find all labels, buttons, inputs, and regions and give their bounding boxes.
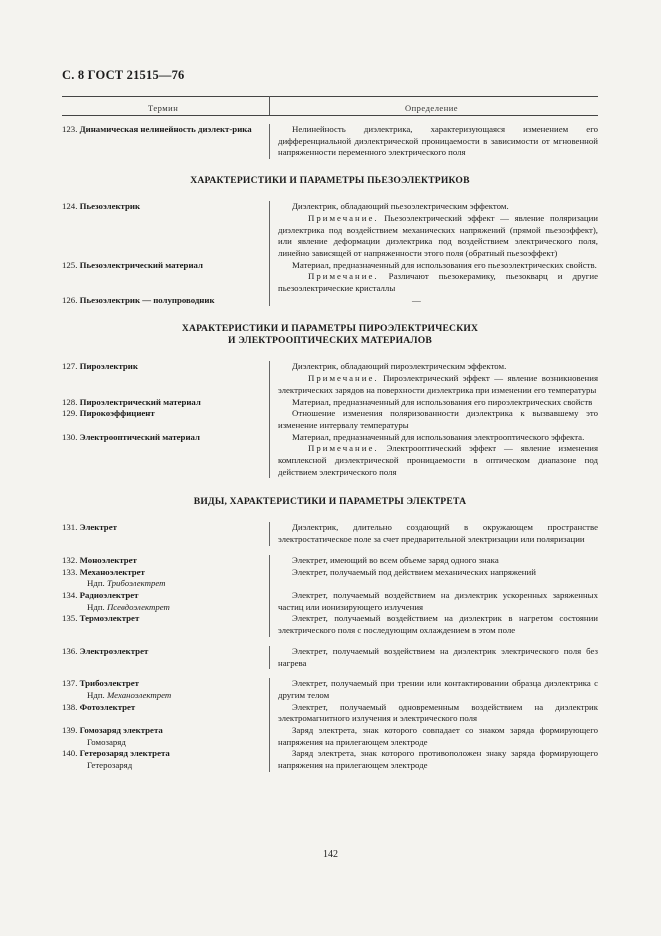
definition-text: Электрет, получаемый под действием механических напряжений — [292, 566, 536, 577]
term-synonym — [62, 578, 269, 590]
term-name: Электрет — [79, 522, 117, 533]
definition-text: — — [412, 294, 421, 305]
term-name: Радиоэлектрет — [79, 589, 139, 600]
term-cell — [62, 408, 269, 431]
term-cell — [62, 260, 269, 295]
definition-cell — [269, 725, 598, 748]
glossary-entry — [62, 432, 598, 479]
term-name: Пьезоэлектрик — полупроводник — [79, 294, 215, 305]
term-name: Фотоэлектрет — [79, 701, 136, 712]
entry-number: 134. — [62, 589, 78, 600]
note-label: Примечание. — [308, 212, 379, 223]
page-number: 142 — [323, 849, 338, 860]
definition-text: Заряд электрета, знак которого совпадает со знаком заряда формирующего напряжения на прилегающем электроде — [278, 725, 598, 747]
term-cell — [62, 567, 269, 590]
glossary-entry — [62, 260, 598, 295]
entry-number: 125. — [62, 259, 78, 270]
term-cell — [62, 646, 269, 669]
section-title: ВИДЫ, ХАРАКТЕРИСТИКИ И ПАРАМЕТРЫ ЭЛЕКТРЕТА — [193, 496, 467, 508]
term-synonym — [62, 690, 269, 702]
definition-cell — [269, 590, 598, 613]
term-synonym — [62, 760, 269, 772]
glossary-entry — [62, 725, 598, 748]
definition-text: Материал, предназначенный для использования электрооптического эффекта. — [292, 431, 585, 442]
term-cell — [62, 124, 269, 159]
term-cell — [62, 397, 269, 409]
section-title: ХАРАКТЕРИСТИКИ И ПАРАМЕТРЫ ПЬЕЗОЭЛЕКТРИКОВ — [190, 175, 470, 187]
definition-text: Диэлектрик, обладающий пироэлектрическим эффектом. — [292, 361, 507, 372]
term-name: Гетерозаряд электрета — [79, 748, 170, 759]
term-cell — [62, 295, 269, 307]
note-label: Примечание. — [308, 443, 379, 454]
definition-cell — [269, 748, 598, 771]
term-synonym — [62, 602, 269, 614]
entry-number: 140. — [62, 748, 78, 759]
note-text: Пьезоэлектрический эффект — явление поляризации диэлектрика под воздействием механических напряжений (прямой пьезоэффект), или явление деформации диэлектрика под воздействием электрического поля, линейно зависящей от напряженности этого поля (обратный пьезоэффект) — [278, 212, 598, 258]
definition-text: Отношение изменения поляризованности диэлектрика к вызвавшему это изменение интервалу температуры — [278, 408, 598, 430]
note-text: Электрооптический эффект — явление изменения комплексной диэлектрической проницаемости в оптическом диапазоне под действием электрического поля — [278, 443, 598, 477]
definition-text: Материал, предназначенный для использования его пьезоэлектрических свойств. — [292, 259, 597, 270]
definition-text: Заряд электрета, знак которого противоположен знаку заряда формирующего напряжения на прилегающем электроде — [278, 748, 598, 771]
glossary-entry — [62, 361, 598, 396]
column-header-definition: Определение — [405, 103, 459, 113]
definition-text: Электрет, получаемый воздействием на диэлектрик ускоренных заряженных частиц или ионизирующего излучения — [278, 589, 598, 612]
definition-text: Электрет, получаемый воздействием на диэлектрик в нагретом состоянии электрического поля с последующим охлаждением в этом поле — [278, 613, 598, 636]
glossary-entry — [62, 201, 598, 260]
glossary-entry — [62, 408, 598, 431]
entry-number: 126. — [62, 294, 78, 305]
term-cell — [62, 702, 269, 725]
synonym-prefix: Ндп. — [87, 689, 105, 700]
term-name: Механоэлектрет — [79, 566, 145, 577]
glossary-entry — [62, 678, 598, 701]
synonym-prefix: Ндп. — [87, 601, 105, 612]
entry-number: 137. — [62, 678, 78, 689]
term-name: Пироэлектрик — [79, 361, 138, 372]
synonym-text: Гетерозаряд — [87, 760, 133, 771]
term-cell — [62, 590, 269, 613]
definition-note — [278, 443, 598, 478]
definition-cell — [269, 567, 598, 590]
definition-cell — [269, 361, 598, 396]
term-name: Термоэлектрет — [79, 613, 140, 624]
glossary-entry — [62, 613, 598, 636]
definition-text: Электрет, имеющий во всем объеме заряд одного знака — [292, 554, 499, 565]
note-text: Пироэлектрический эффект — явление возникновения электрических зарядов на поверхности диэлектрика при изменении его температуры — [278, 373, 598, 395]
glossary-entry — [62, 295, 598, 307]
entry-number: 127. — [62, 361, 78, 372]
note-text: Различают пьезокерамику, пьезокварц и другие пьезоэлектрические кристаллы — [278, 271, 598, 294]
glossary-entry — [62, 748, 598, 771]
section-title: ХАРАКТЕРИСТИКИ И ПАРАМЕТРЫ ПИРОЭЛЕКТРИЧЕСКИХ И ЭЛЕКТРООПТИЧЕСКИХ МАТЕРИАЛОВ — [181, 323, 479, 347]
table-header-rule — [62, 115, 598, 116]
term-name: Пьезоэлектрик — [79, 201, 141, 212]
synonym-text: Трибоэлектрет — [106, 578, 166, 589]
term-name: Пьезоэлектрический материал — [79, 259, 203, 270]
definition-cell — [269, 613, 598, 636]
entry-number: 139. — [62, 725, 78, 736]
term-name: Электроэлектрет — [79, 645, 149, 656]
term-cell — [62, 201, 269, 260]
term-name: Трибоэлектрет — [79, 678, 139, 689]
synonym-text: Механоэлектрет — [106, 689, 172, 700]
term-name: Динамическая нелинейность диэлект-рика — [79, 124, 252, 134]
definition-cell — [269, 397, 598, 409]
definition-cell — [269, 522, 598, 545]
entry-number: 123. — [62, 124, 78, 134]
term-name: Гомозаряд электрета — [79, 725, 163, 736]
definition-note — [278, 271, 598, 294]
definition-text: Электрет, получаемый одновременным воздействием на диэлектрик электромагнитного излучения и электрического поля — [278, 701, 598, 724]
definition-cell — [269, 646, 598, 669]
term-cell — [62, 432, 269, 479]
synonym-text: Псевдоэлектрет — [106, 601, 170, 612]
definition-cell — [269, 555, 598, 567]
term-name: Моноэлектрет — [79, 554, 137, 565]
term-cell — [62, 678, 269, 701]
term-name: Электрооптический материал — [79, 431, 200, 442]
glossary-entry — [62, 555, 598, 567]
definition-cell — [269, 124, 598, 159]
entry-number: 138. — [62, 701, 78, 712]
definition-cell — [269, 295, 598, 307]
column-header-separator — [269, 96, 270, 115]
term-synonym — [62, 737, 269, 749]
definition-text: Электрет, получаемый воздействием на диэлектрик электрического поля без нагрева — [278, 645, 598, 668]
definition-cell — [269, 702, 598, 725]
glossary-entry — [62, 397, 598, 409]
definition-cell — [269, 678, 598, 701]
column-header-term: Термин — [148, 103, 179, 113]
definition-text: Нелинейность диэлектрика, характеризующаяся изменением его дифференциальной диэлектрической проницаемости в зависимости от мгновенной напряженности переменного электрического поля — [278, 124, 598, 158]
synonym-prefix: Ндп. — [87, 578, 105, 589]
entry-number: 135. — [62, 613, 78, 624]
table-top-rule — [62, 96, 598, 97]
term-name: Пирокоэффициент — [79, 408, 155, 419]
definition-cell — [269, 408, 598, 431]
definition-text: Электрет, получаемый при трении или контактировании образца диэлектрика с другим телом — [278, 678, 598, 700]
definition-cell — [269, 201, 598, 260]
entry-number: 132. — [62, 554, 78, 565]
term-cell — [62, 555, 269, 567]
definition-cell — [269, 260, 598, 295]
entry-number: 129. — [62, 408, 78, 419]
note-label: Примечание. — [308, 271, 379, 282]
synonym-text: Гомозаряд — [87, 736, 126, 747]
definition-note — [278, 213, 598, 260]
entry-number: 133. — [62, 566, 78, 577]
page-header: С. 8 ГОСТ 21515—76 — [62, 68, 185, 82]
glossary-entry — [62, 646, 598, 669]
definition-text: Диэлектрик, длительно создающий в окружающем пространстве электростатическое поле за счет предварительной электризации или поляризации — [278, 522, 598, 545]
term-cell — [62, 522, 269, 545]
glossary-body — [62, 124, 598, 772]
entry-number: 136. — [62, 645, 78, 656]
entry-number: 130. — [62, 431, 78, 442]
glossary-entry — [62, 124, 598, 159]
glossary-entry — [62, 590, 598, 613]
note-label: Примечание. — [308, 373, 379, 384]
definition-note — [278, 373, 598, 396]
entry-number: 124. — [62, 201, 78, 212]
glossary-entry — [62, 567, 598, 590]
definition-text: Материал, предназначенный для использования его пироэлектрических свойств — [292, 396, 593, 407]
term-cell — [62, 748, 269, 771]
glossary-entry — [62, 522, 598, 545]
definition-text: Диэлектрик, обладающий пьезоэлектрическим эффектом. — [292, 201, 509, 212]
term-cell — [62, 361, 269, 396]
definition-cell — [269, 432, 598, 479]
term-cell — [62, 725, 269, 748]
term-name: Пироэлектрический материал — [79, 396, 201, 407]
entry-number: 131. — [62, 522, 78, 533]
glossary-entry — [62, 702, 598, 725]
entry-number: 128. — [62, 396, 78, 407]
term-cell — [62, 613, 269, 636]
